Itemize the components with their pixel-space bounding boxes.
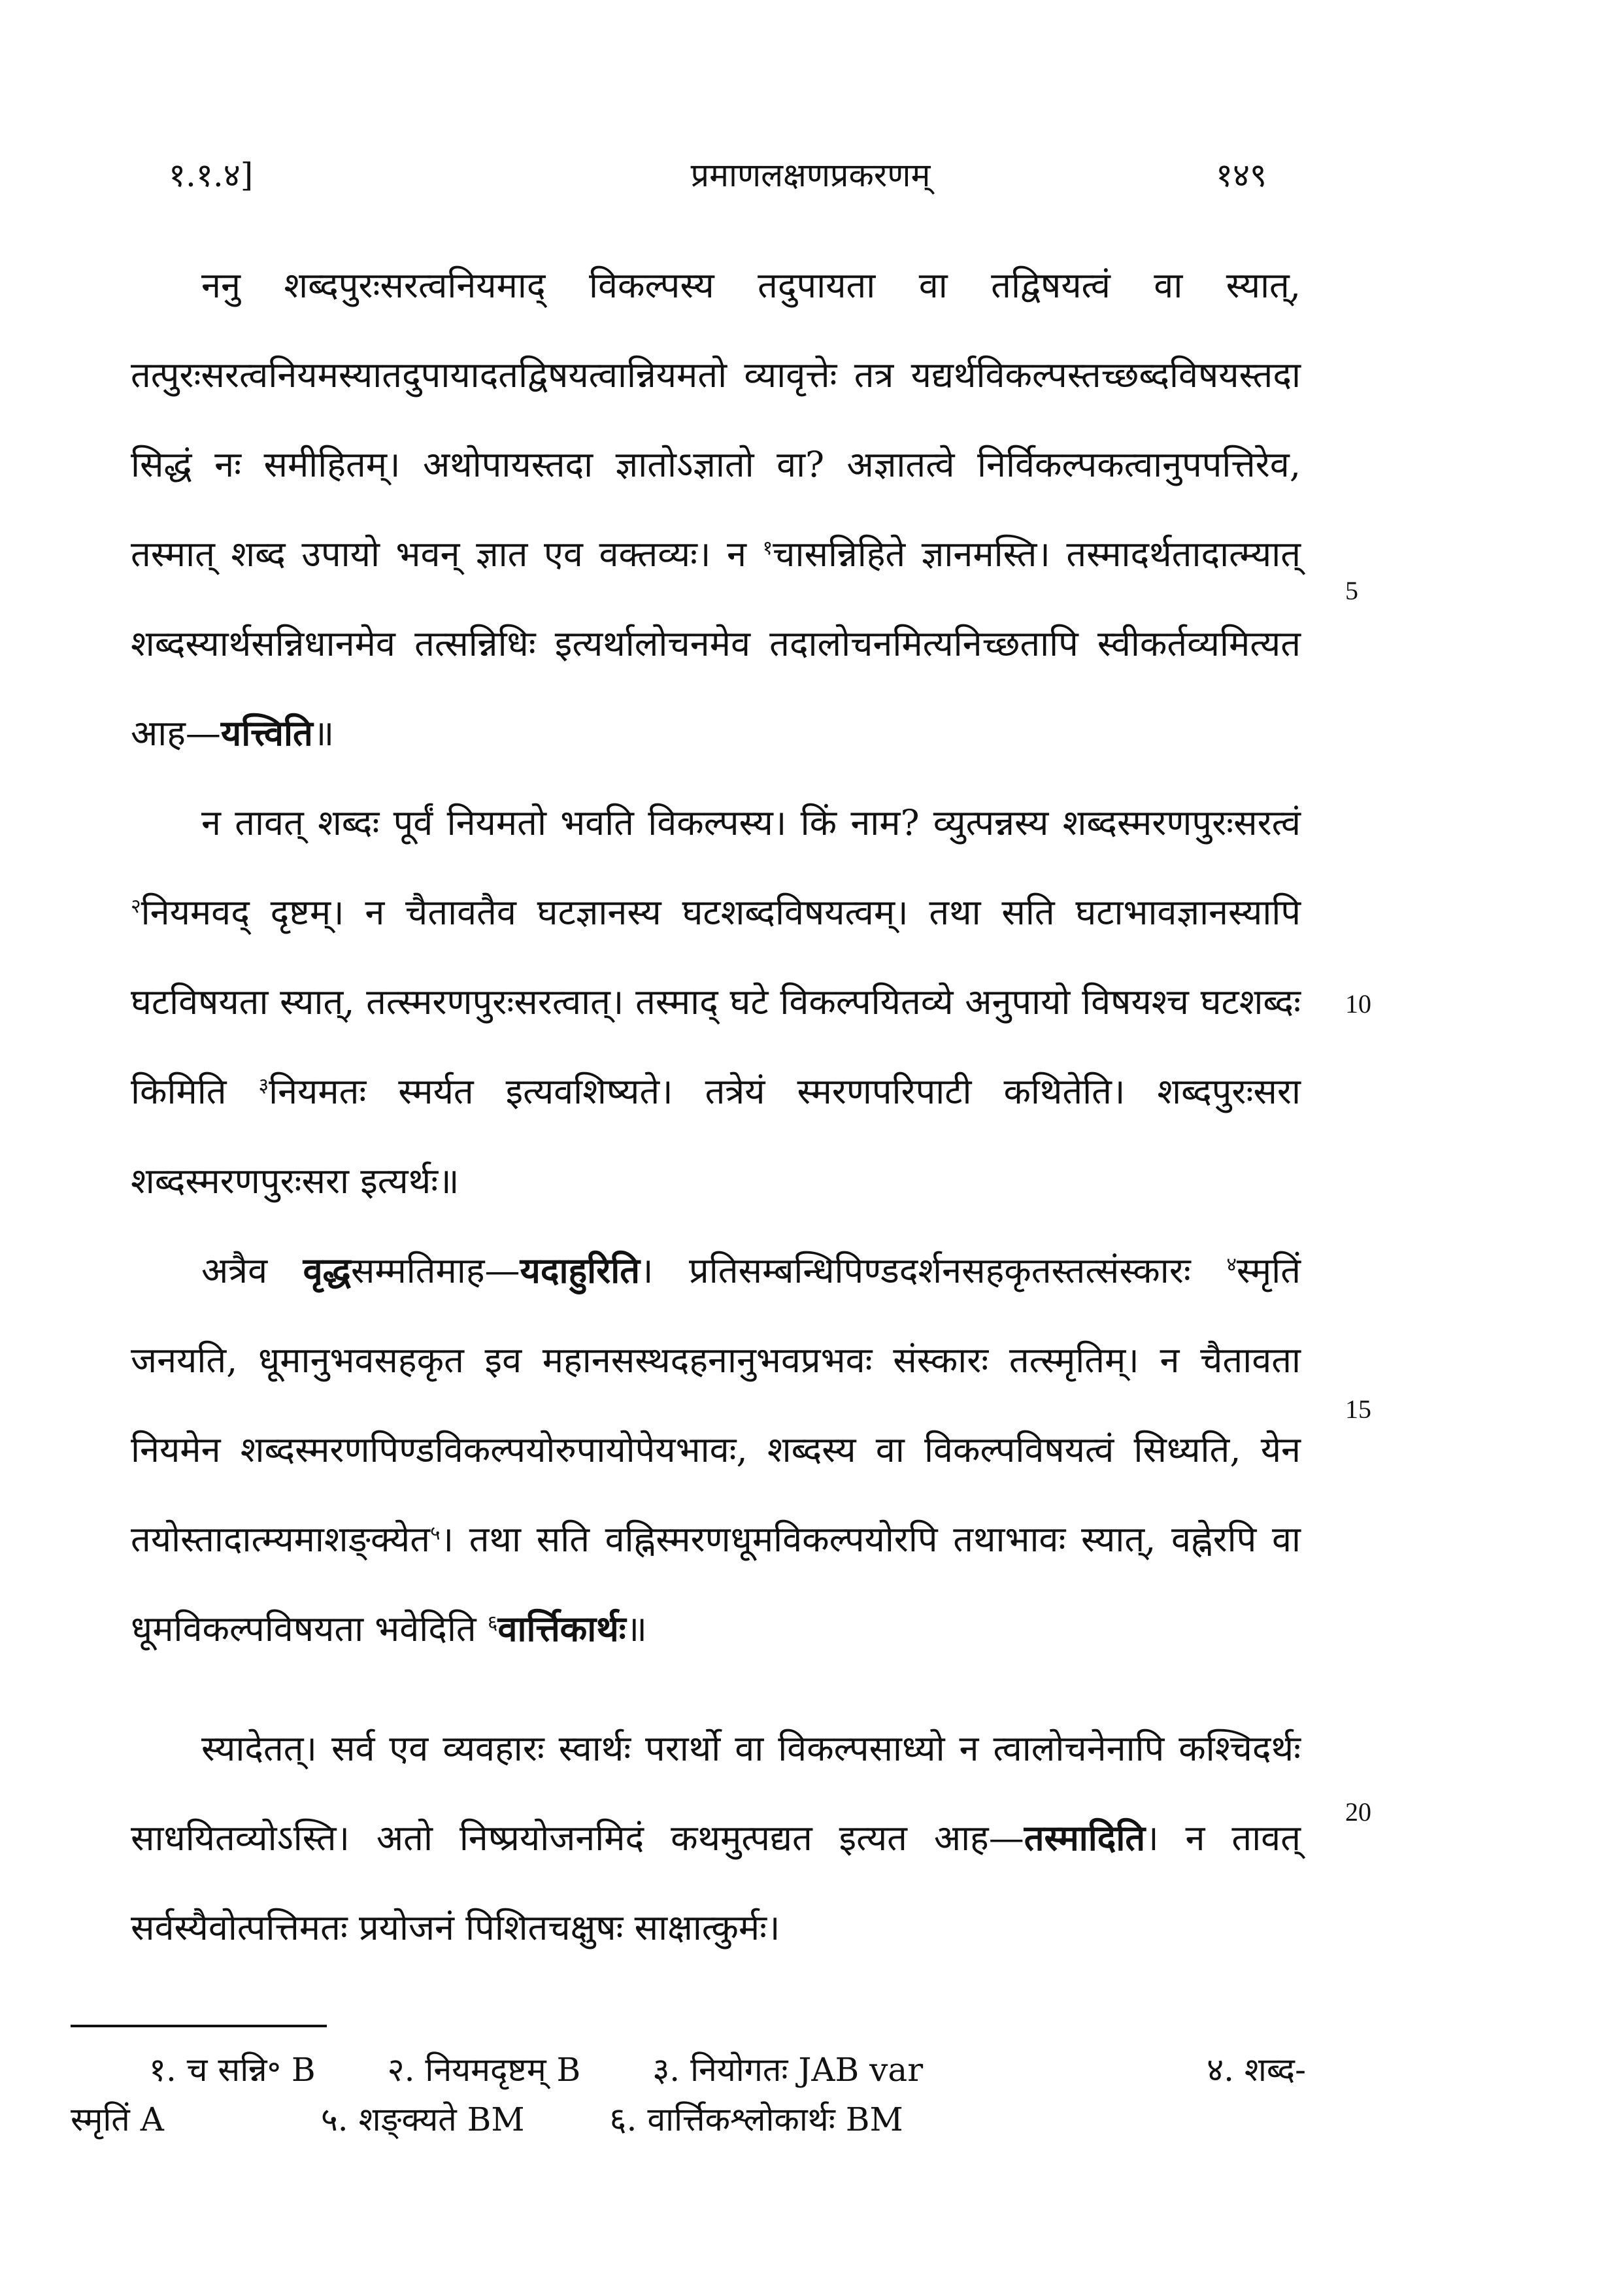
line-number: 15 (1345, 1394, 1371, 1424)
main-text (131, 241, 1301, 1972)
footnote: स्मृतिं A (71, 2101, 164, 2138)
footnote: ३. नियोगतः JAB var (652, 2051, 924, 2089)
footnotes (71, 2045, 1306, 2144)
running-title: प्रमाणलक्षणप्रकरणम् (690, 156, 931, 194)
paragraph: न तावत् शब्दः पूर्वं नियमतो भवति विकल्पस्य। किं नाम? व्युत्पन्नस्य शब्दस्मरणपुरःसरत्वं $^२$नियमवद् दृष्टम्। न चैतावतैव घटज्ञानस्य घटशब्दविषयत्वम्। तथा सति घटाभावज्ञानस्यापि घटविषयता स्यात्, तत्स्मरणपुरःसरत्वात्। तस्माद् घटे विकल्पयितव्ये अनुपायो विषयश्च घटशब्दः किमिति $^३$नियमतः स्मर्यत इत्यवशिष्यते। तत्रेयं स्मरणपरिपाटी कथितेति। शब्दपुरःसरा शब्दस्मरणपुरःसरा इत्यर्थः॥ (131, 802, 1301, 1202)
paragraph: ननु शब्दपुरःसरत्वनियमाद् विकल्पस्य तदुपायता वा तद्विषयत्वं वा स्यात्, तत्पुरःसरत्वनियमस्यातदुपायादतद्विषयत्वान्नियमतो व्यावृत्तेः तत्र यद्यर्थविकल्पस्तच्छब्दविषयस्तदा सिद्धं नः समीहितम्। अथोपायस्तदा ज्ञातोऽज्ञातो वा? अज्ञातत्वे निर्विकल्पकत्वानुपपत्तिरेव, तस्मात् शब्द उपायो भवन् ज्ञात एव वक्तव्यः। न $^१$चासन्निहिते ज्ञानमस्ति। तस्मादर्थतादात्म्यात् शब्दस्यार्थसन्निधानमेव तत्सन्निधिः इत्यर्थालोचनमेव तदालोचनमित्यनिच्छतापि स्वीकर्तव्यमित्यत आह—यत्त्विति॥ (131, 265, 1301, 754)
line-number: 20 (1345, 1797, 1371, 1827)
running-header (0, 152, 1621, 204)
pratika-term: वृद्ध (303, 1249, 351, 1291)
footnote: ६. वार्त्तिकश्लोकार्थः BM (609, 2101, 903, 2138)
section-reference: १.१.४] (169, 156, 254, 194)
pratika-term: वार्त्तिकार्थः (497, 1608, 626, 1649)
pratika-term: यत्त्विति (220, 712, 313, 754)
paragraph: स्यादेतत्। सर्व एव व्यवहारः स्वार्थः परार्थो वा विकल्पसाध्यो न त्वालोचनेनापि कश्चिदर्थः साधयितव्योऽस्ति। अतो निष्प्रयोजनमिदं कथमुत्पद्यत इत्यत आह—तस्मादिति। न तावत् सर्वस्यैवोत्पत्तिमतः प्रयोजनं पिशितचक्षुषः साक्षात्कुर्मः। (131, 1728, 1301, 1948)
footnote: १. च सन्नि॰ B (149, 2051, 316, 2089)
page-number: १४९ (1216, 156, 1267, 194)
footnote: ५. शङ्क्यते BM (320, 2101, 525, 2138)
line-number: 5 (1345, 576, 1358, 605)
footnote-marker: ५ (430, 1522, 441, 1545)
footnote: २. नियमदृष्टम् B (387, 2051, 581, 2089)
footnote-marker: ४ (1226, 1253, 1237, 1276)
footnote-marker: ६ (487, 1612, 498, 1634)
pratika-term: यदाहुरिति (520, 1249, 640, 1291)
footnote-marker: ३ (258, 1074, 269, 1097)
footnote: ४. शब्द- (1207, 2051, 1306, 2089)
pratika-term: तस्मादिति (1024, 1817, 1146, 1859)
line-number: 10 (1345, 989, 1371, 1019)
footnote-marker: १ (762, 537, 773, 560)
paragraph: अत्रैव वृद्धसम्मतिमाह—यदाहुरिति। प्रतिसम्बन्धिपिण्डदर्शनसहकृतस्तत्संस्कारः $^४$स्मृतिं जनयति, धूमानुभवसहकृत इव महानसस्थदहनानुभवप्रभवः संस्कारः तत्स्मृतिम्। न चैतावता नियमेन शब्दस्मरणपिण्डविकल्पयोरुपायोपेयभावः, शब्दस्य वा विकल्पविषयत्वं सिध्यति, येन तयोस्तादात्म्यमाशङ्क्येत$^५$। तथा सति वह्निस्मरणधूमविकल्पयोरपि तथाभावः स्यात्, वह्नेरपि वा धूमविकल्पविषयता भवेदिति $^६$वार्त्तिकार्थः॥ (131, 1249, 1301, 1649)
footnote-rule (71, 2025, 327, 2027)
footnote-marker: २ (131, 895, 141, 918)
